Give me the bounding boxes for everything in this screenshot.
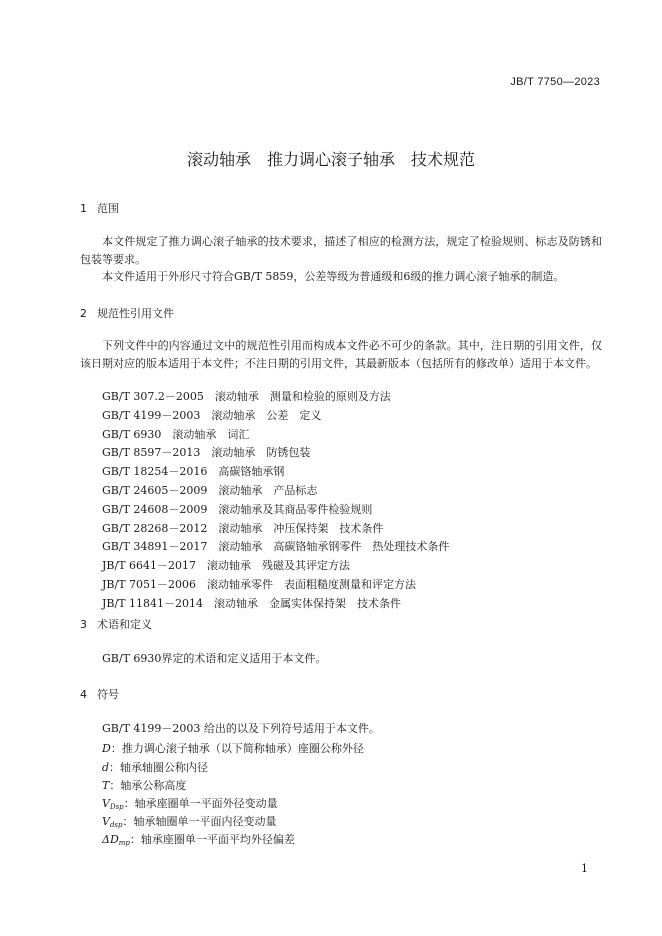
section-3-heading <box>80 616 152 632</box>
terms-paragraph: GB/T 6930界定的术语和定义适用于本文件。 <box>102 652 327 665</box>
reference-item: JB/T 11841－2014 滚动轴承 金属实体保持架 技术条件 <box>102 596 402 610</box>
section-1-title: 范围 <box>97 202 119 215</box>
document-title: 滚动轴承 推力调心滚子轴承 技术规范 <box>186 150 475 169</box>
symbol-subscript: Dsp <box>109 803 124 811</box>
normative-reference-list <box>102 388 449 614</box>
symbol-line <box>102 740 364 756</box>
reference-item: GB/T 6930 滚动轴承 词汇 <box>102 427 250 441</box>
symbol-letter: d <box>102 761 110 774</box>
symbol-description: ：轴承座圈单一平面平均外径偏差 <box>129 833 295 846</box>
symbol-subscript: mp <box>118 839 130 847</box>
symbol-line <box>102 831 295 847</box>
symbol-description: ：轴承轴圈公称内径 <box>109 761 209 774</box>
section-3-number: 3 <box>80 618 87 631</box>
reference-item: GB/T 8597－2013 滚动轴承 防锈包装 <box>102 446 311 460</box>
symbol-line <box>102 777 186 793</box>
scope-paragraph-2: 本文件适用于外形尺寸符合GB/T 5859，公差等级为普通级和6级的推力调心滚子轴承的制造。 <box>102 270 565 283</box>
standard-number: JB/T 7750—2023 <box>510 76 600 88</box>
scope-paragraph-1: 本文件规定了推力调心滚子轴承的技术要求，描述了相应的检测方法，规定了检验规则、标志及防锈和包装等要求。 <box>80 235 602 266</box>
section-4-heading <box>80 686 119 702</box>
reference-item: JB/T 6641－2017 滚动轴承 残磁及其评定方法 <box>102 559 351 573</box>
symbol-line <box>102 813 277 829</box>
symbol-letter: T <box>102 779 110 792</box>
symbol-letter: V <box>102 797 110 810</box>
section-3-title: 术语和定义 <box>97 618 152 631</box>
section-1-heading <box>80 200 119 216</box>
symbol-letter: D <box>102 742 111 755</box>
symbol-line <box>102 795 278 811</box>
reference-item: GB/T 4199－2003 滚动轴承 公差 定义 <box>102 408 322 422</box>
symbol-subscript: dsp <box>109 821 123 829</box>
symbol-description: ：轴承轴圈单一平面内径变动量 <box>122 815 277 828</box>
symbol-description: ：轴承座圈单一平面外径变动量 <box>123 797 278 810</box>
reference-item: GB/T 34891－2017 滚动轴承 高碳铬轴承钢零件 热处理技术条件 <box>102 540 450 554</box>
reference-item: GB/T 307.2－2005 滚动轴承 测量和检验的原则及方法 <box>102 390 391 403</box>
reference-item: GB/T 24605－2009 滚动轴承 产品标志 <box>102 483 318 497</box>
page-number: 1 <box>581 862 588 875</box>
section-4-number: 4 <box>80 688 87 701</box>
section-1-number: 1 <box>80 202 87 215</box>
symbols-intro: GB/T 4199－2003 给出的以及下列符号适用于本文件。 <box>102 722 380 735</box>
symbol-letter: V <box>102 815 110 828</box>
section-4-title: 符号 <box>97 688 119 701</box>
reference-item: GB/T 24608－2009 滚动轴承及其商品零件检验规则 <box>102 502 373 516</box>
symbol-description: ：轴承公称高度 <box>109 779 187 792</box>
reference-item: GB/T 18254－2016 高碳铬轴承钢 <box>102 465 285 479</box>
normative-refs-intro: 下列文件中的内容通过文中的规范性引用而构成本文件必不可少的条款。其中，注日期的引用文件，仅该日期对应的版本适用于本文件；不注日期的引用文件，其最新版本（包括所有的修改单）适用于本文件。 <box>80 339 602 370</box>
symbol-description: ：推力调心滚子轴承（以下简称轴承）座圈公称外径 <box>110 742 364 755</box>
section-2-number: 2 <box>80 307 87 320</box>
symbol-line <box>102 759 208 775</box>
section-2-heading <box>80 305 174 321</box>
symbol-letter: ΔD <box>102 833 119 846</box>
reference-item: JB/T 7051－2006 滚动轴承零件 表面粗糙度测量和评定方法 <box>102 577 417 591</box>
section-2-title: 规范性引用文件 <box>97 307 174 320</box>
reference-item: GB/T 28268－2012 滚动轴承 冲压保持架 技术条件 <box>102 521 384 535</box>
